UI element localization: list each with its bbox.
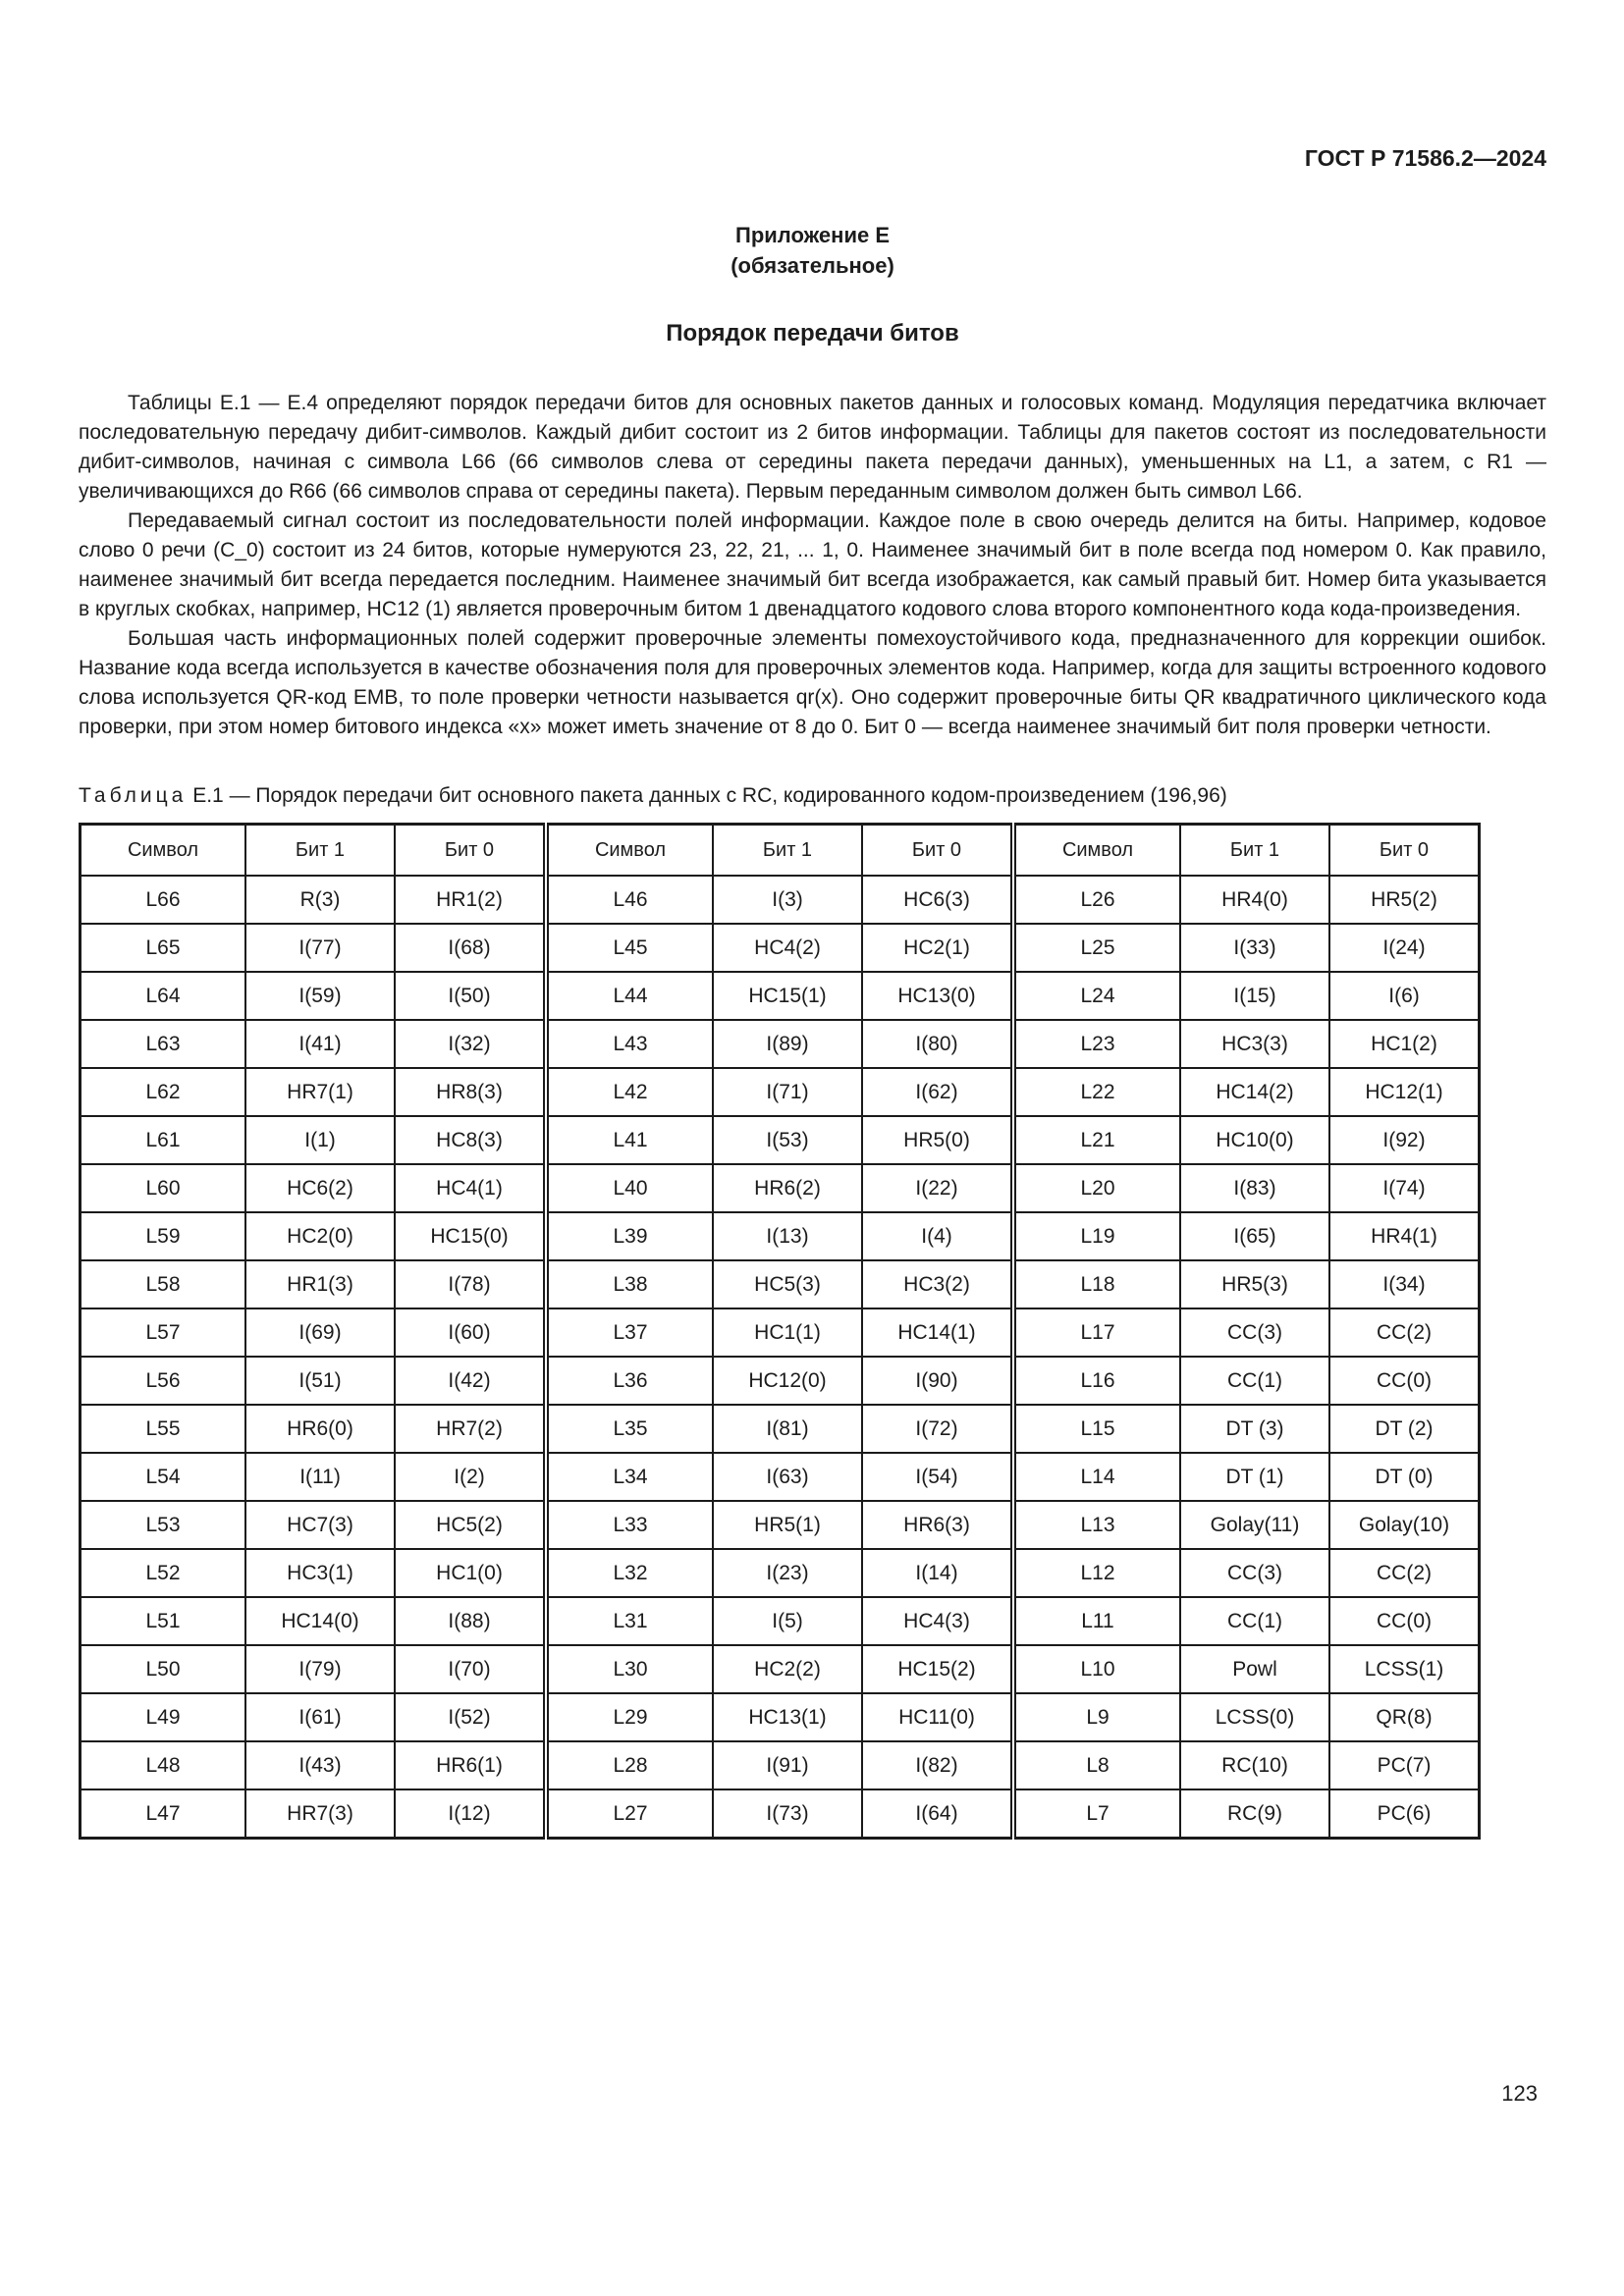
- bit-cell: I(11): [245, 1453, 395, 1501]
- table-row: [81, 1549, 1480, 1597]
- symbol-cell: L48: [81, 1741, 246, 1789]
- table-row: [81, 1453, 1480, 1501]
- bit-cell: I(70): [395, 1645, 546, 1693]
- symbol-cell: L31: [546, 1597, 713, 1645]
- bit-cell: I(14): [862, 1549, 1013, 1597]
- bit-cell: HC14(1): [862, 1308, 1013, 1357]
- bit-cell: PC(6): [1329, 1789, 1480, 1839]
- bit-cell: I(41): [245, 1020, 395, 1068]
- table-caption-word: Таблица: [79, 784, 188, 807]
- bit-cell: HR5(2): [1329, 876, 1480, 924]
- bit-cell: CC(0): [1329, 1357, 1480, 1405]
- bit-cell: I(90): [862, 1357, 1013, 1405]
- table-row: [81, 1597, 1480, 1645]
- symbol-cell: L66: [81, 876, 246, 924]
- table-caption: [79, 781, 1546, 811]
- bit-cell: I(43): [245, 1741, 395, 1789]
- bit-cell: CC(3): [1180, 1308, 1329, 1357]
- bit-cell: I(13): [713, 1212, 862, 1260]
- bit-cell: HC4(3): [862, 1597, 1013, 1645]
- bit-cell: HC4(1): [395, 1164, 546, 1212]
- symbol-cell: L39: [546, 1212, 713, 1260]
- symbol-cell: L36: [546, 1357, 713, 1405]
- bit-cell: HC7(3): [245, 1501, 395, 1549]
- symbol-cell: L38: [546, 1260, 713, 1308]
- table-row: [81, 972, 1480, 1020]
- header-row: [81, 825, 1480, 877]
- document-number: ГОСТ Р 71586.2—2024: [1304, 145, 1546, 171]
- symbol-cell: L16: [1013, 1357, 1180, 1405]
- page-number: 123: [1501, 2081, 1538, 2106]
- bit-cell: R(3): [245, 876, 395, 924]
- bit-cell: I(23): [713, 1549, 862, 1597]
- symbol-cell: L15: [1013, 1405, 1180, 1453]
- bit-cell: DT (3): [1180, 1405, 1329, 1453]
- symbol-cell: L27: [546, 1789, 713, 1839]
- bit-cell: PC(7): [1329, 1741, 1480, 1789]
- bit-cell: HC5(3): [713, 1260, 862, 1308]
- bit-cell: I(24): [1329, 924, 1480, 972]
- bit-cell: I(12): [395, 1789, 546, 1839]
- bit-cell: I(80): [862, 1020, 1013, 1068]
- bit-cell: HC15(1): [713, 972, 862, 1020]
- bit-cell: HR6(1): [395, 1741, 546, 1789]
- symbol-cell: L57: [81, 1308, 246, 1357]
- bit-cell: LCSS(0): [1180, 1693, 1329, 1741]
- symbol-cell: L37: [546, 1308, 713, 1357]
- bit-cell: HC8(3): [395, 1116, 546, 1164]
- section-heading: Порядок передачи битов: [666, 320, 959, 347]
- bit-cell: HR5(3): [1180, 1260, 1329, 1308]
- bit-cell: HC2(2): [713, 1645, 862, 1693]
- appendix-subtitle: (обязательное): [731, 253, 894, 278]
- symbol-cell: L56: [81, 1357, 246, 1405]
- bit-cell: I(64): [862, 1789, 1013, 1839]
- bit-cell: HR6(2): [713, 1164, 862, 1212]
- symbol-cell: L21: [1013, 1116, 1180, 1164]
- bit-cell: I(52): [395, 1693, 546, 1741]
- symbol-cell: L34: [546, 1453, 713, 1501]
- bit-cell: HR8(3): [395, 1068, 546, 1116]
- bit-cell: I(91): [713, 1741, 862, 1789]
- bit-cell: I(63): [713, 1453, 862, 1501]
- column-header: Символ: [546, 825, 713, 877]
- bit-cell: Golay(11): [1180, 1501, 1329, 1549]
- bit-cell: HC6(3): [862, 876, 1013, 924]
- symbol-cell: L49: [81, 1693, 246, 1741]
- symbol-cell: L40: [546, 1164, 713, 1212]
- symbol-cell: L9: [1013, 1693, 1180, 1741]
- symbol-cell: L65: [81, 924, 246, 972]
- bit-cell: CC(2): [1329, 1308, 1480, 1357]
- bit-cell: I(92): [1329, 1116, 1480, 1164]
- symbol-cell: L52: [81, 1549, 246, 1597]
- bit-cell: I(60): [395, 1308, 546, 1357]
- symbol-cell: L24: [1013, 972, 1180, 1020]
- bit-cell: HR7(2): [395, 1405, 546, 1453]
- symbol-cell: L60: [81, 1164, 246, 1212]
- bit-cell: I(68): [395, 924, 546, 972]
- bit-cell: CC(1): [1180, 1357, 1329, 1405]
- bit-cell: CC(3): [1180, 1549, 1329, 1597]
- bit-cell: HC2(1): [862, 924, 1013, 972]
- bit-cell: DT (2): [1329, 1405, 1480, 1453]
- symbol-cell: L50: [81, 1645, 246, 1693]
- bit-cell: HR1(3): [245, 1260, 395, 1308]
- symbol-cell: L33: [546, 1501, 713, 1549]
- bit-order-table: [79, 823, 1481, 1840]
- appendix-title: Приложение Е: [735, 223, 890, 247]
- bit-cell: I(61): [245, 1693, 395, 1741]
- bit-cell: I(59): [245, 972, 395, 1020]
- bit-cell: LCSS(1): [1329, 1645, 1480, 1693]
- bit-cell: HC14(0): [245, 1597, 395, 1645]
- bit-cell: Powl: [1180, 1645, 1329, 1693]
- table-row: [81, 1068, 1480, 1116]
- bit-cell: HC12(0): [713, 1357, 862, 1405]
- table-row: [81, 1645, 1480, 1693]
- bit-cell: I(62): [862, 1068, 1013, 1116]
- table-row: [81, 1212, 1480, 1260]
- bit-cell: I(65): [1180, 1212, 1329, 1260]
- bit-cell: I(77): [245, 924, 395, 972]
- symbol-cell: L20: [1013, 1164, 1180, 1212]
- symbol-cell: L53: [81, 1501, 246, 1549]
- bit-cell: HC15(2): [862, 1645, 1013, 1693]
- symbol-cell: L8: [1013, 1741, 1180, 1789]
- bit-cell: I(74): [1329, 1164, 1480, 1212]
- symbol-cell: L46: [546, 876, 713, 924]
- bit-cell: I(79): [245, 1645, 395, 1693]
- table-caption-number: Е.1: [192, 784, 224, 807]
- bit-cell: HC13(1): [713, 1693, 862, 1741]
- bit-cell: HC11(0): [862, 1693, 1013, 1741]
- bit-cell: I(5): [713, 1597, 862, 1645]
- symbol-cell: L26: [1013, 876, 1180, 924]
- bit-cell: I(78): [395, 1260, 546, 1308]
- symbol-cell: L32: [546, 1549, 713, 1597]
- bit-cell: I(53): [713, 1116, 862, 1164]
- symbol-cell: L28: [546, 1741, 713, 1789]
- bit-cell: HR6(3): [862, 1501, 1013, 1549]
- symbol-cell: L12: [1013, 1549, 1180, 1597]
- bit-cell: I(81): [713, 1405, 862, 1453]
- symbol-cell: L44: [546, 972, 713, 1020]
- bit-cell: RC(10): [1180, 1741, 1329, 1789]
- table-row: [81, 1020, 1480, 1068]
- symbol-cell: L61: [81, 1116, 246, 1164]
- bit-cell: Golay(10): [1329, 1501, 1480, 1549]
- column-header: Символ: [1013, 825, 1180, 877]
- bit-cell: HC4(2): [713, 924, 862, 972]
- bit-cell: HR5(0): [862, 1116, 1013, 1164]
- bit-cell: I(32): [395, 1020, 546, 1068]
- body-text: [79, 389, 1546, 742]
- bit-order-table-head: [81, 825, 1480, 877]
- table-row: [81, 1741, 1480, 1789]
- bit-cell: HC13(0): [862, 972, 1013, 1020]
- table-row: [81, 1116, 1480, 1164]
- bit-cell: I(15): [1180, 972, 1329, 1020]
- symbol-cell: L10: [1013, 1645, 1180, 1693]
- bit-cell: I(1): [245, 1116, 395, 1164]
- table-row: [81, 1693, 1480, 1741]
- table-row: [81, 876, 1480, 924]
- bit-cell: I(82): [862, 1741, 1013, 1789]
- bit-cell: QR(8): [1329, 1693, 1480, 1741]
- bit-cell: HC1(2): [1329, 1020, 1480, 1068]
- bit-cell: HC1(0): [395, 1549, 546, 1597]
- symbol-cell: L13: [1013, 1501, 1180, 1549]
- table-row: [81, 1405, 1480, 1453]
- bit-cell: HC3(3): [1180, 1020, 1329, 1068]
- bit-cell: CC(0): [1329, 1597, 1480, 1645]
- bit-cell: I(50): [395, 972, 546, 1020]
- symbol-cell: L63: [81, 1020, 246, 1068]
- bit-cell: HC10(0): [1180, 1116, 1329, 1164]
- bit-cell: HC3(1): [245, 1549, 395, 1597]
- symbol-cell: L14: [1013, 1453, 1180, 1501]
- symbol-cell: L29: [546, 1693, 713, 1741]
- paragraph-3: Большая часть информационных полей содержит проверочные элементы помехоустойчивого кода, предназначенного для коррекции ошибок. Название кода всегда используется в качестве обозначения поля для проверочных элементов кода. Например, когда для защиты встроенного кодового слова используется QR-код ЕМВ, то поле проверки четности называется qr(x). Оно содержит проверочные биты QR квадратичного циклического кода проверки, при этом номер битового индекса «х» может иметь значение от 8 до 0. Бит 0 — всегда наименее значимый бит поля проверки четности.: [79, 627, 1546, 738]
- bit-cell: I(71): [713, 1068, 862, 1116]
- symbol-cell: L47: [81, 1789, 246, 1839]
- bit-cell: I(6): [1329, 972, 1480, 1020]
- bit-cell: HR7(1): [245, 1068, 395, 1116]
- table-row: [81, 1789, 1480, 1839]
- bit-cell: DT (0): [1329, 1453, 1480, 1501]
- column-header: Бит 1: [1180, 825, 1329, 877]
- bit-cell: HR4(0): [1180, 876, 1329, 924]
- bit-cell: I(3): [713, 876, 862, 924]
- symbol-cell: L42: [546, 1068, 713, 1116]
- bit-cell: I(88): [395, 1597, 546, 1645]
- table-caption-text: — Порядок передачи бит основного пакета данных с RC, кодированного кодом-произведением (196,96): [229, 784, 1227, 807]
- symbol-cell: L25: [1013, 924, 1180, 972]
- symbol-cell: L35: [546, 1405, 713, 1453]
- bit-cell: HR5(1): [713, 1501, 862, 1549]
- paragraph-1: Таблицы Е.1 — Е.4 определяют порядок передачи битов для основных пакетов данных и голосовых команд. Модуляция передатчика включает последовательную передачу дибит-символов. Каждый дибит состоит из 2 битов информации. Таблицы для пакетов состоят из последовательности дибит-символов, начиная с символа L66 (66 символов слева от середины пакета передачи данных), уменьшенных на L1, а затем, с R1 — увеличивающихся до R66 (66 символов справа от середины пакета). Первым переданным символом должен быть символ L66.: [79, 392, 1546, 503]
- bit-cell: I(42): [395, 1357, 546, 1405]
- bit-cell: HC14(2): [1180, 1068, 1329, 1116]
- table-row: [81, 1357, 1480, 1405]
- bit-cell: I(2): [395, 1453, 546, 1501]
- bit-cell: CC(1): [1180, 1597, 1329, 1645]
- bit-cell: I(34): [1329, 1260, 1480, 1308]
- bit-cell: HR7(3): [245, 1789, 395, 1839]
- bit-cell: CC(2): [1329, 1549, 1480, 1597]
- bit-cell: HC6(2): [245, 1164, 395, 1212]
- symbol-cell: L7: [1013, 1789, 1180, 1839]
- bit-cell: HR6(0): [245, 1405, 395, 1453]
- bit-cell: HC15(0): [395, 1212, 546, 1260]
- bit-cell: I(51): [245, 1357, 395, 1405]
- symbol-cell: L51: [81, 1597, 246, 1645]
- bit-cell: I(89): [713, 1020, 862, 1068]
- bit-cell: I(73): [713, 1789, 862, 1839]
- table-row: [81, 1164, 1480, 1212]
- bit-cell: HC12(1): [1329, 1068, 1480, 1116]
- symbol-cell: L11: [1013, 1597, 1180, 1645]
- symbol-cell: L55: [81, 1405, 246, 1453]
- bit-cell: RC(9): [1180, 1789, 1329, 1839]
- paragraph-2: Передаваемый сигнал состоит из последовательности полей информации. Каждое поле в свою очередь делится на биты. Например, кодовое слово 0 речи (С_0) состоит из 24 битов, которые нумеруются 23, 22, 21, ... 1, 0. Наименее значимый бит в поле всегда под номером 0. Как правило, наименее значимый бит всегда передается последним. Наименее значимый бит всегда изображается, как самый правый бит. Номер бита указывается в круглых скобках, например, НС12 (1) является проверочным битом 1 двенадцатого кодового слова второго компонентного кода кода-произведения.: [79, 509, 1546, 620]
- bit-cell: I(4): [862, 1212, 1013, 1260]
- symbol-cell: L22: [1013, 1068, 1180, 1116]
- table-row: [81, 1308, 1480, 1357]
- bit-cell: HC2(0): [245, 1212, 395, 1260]
- symbol-cell: L58: [81, 1260, 246, 1308]
- symbol-cell: L45: [546, 924, 713, 972]
- symbol-cell: L62: [81, 1068, 246, 1116]
- column-header: Бит 0: [1329, 825, 1480, 877]
- bit-cell: DT (1): [1180, 1453, 1329, 1501]
- symbol-cell: L59: [81, 1212, 246, 1260]
- column-header: Бит 0: [862, 825, 1013, 877]
- bit-cell: HR1(2): [395, 876, 546, 924]
- bit-order-table-body: [81, 876, 1480, 1839]
- bit-cell: I(72): [862, 1405, 1013, 1453]
- column-header: Символ: [81, 825, 246, 877]
- column-header: Бит 1: [245, 825, 395, 877]
- symbol-cell: L54: [81, 1453, 246, 1501]
- symbol-cell: L41: [546, 1116, 713, 1164]
- bit-cell: HC1(1): [713, 1308, 862, 1357]
- appendix-title-block: [79, 220, 1546, 281]
- symbol-cell: L30: [546, 1645, 713, 1693]
- bit-cell: HR4(1): [1329, 1212, 1480, 1260]
- symbol-cell: L17: [1013, 1308, 1180, 1357]
- table-row: [81, 1260, 1480, 1308]
- bit-cell: HC5(2): [395, 1501, 546, 1549]
- column-header: Бит 0: [395, 825, 546, 877]
- symbol-cell: L19: [1013, 1212, 1180, 1260]
- table-row: [81, 924, 1480, 972]
- bit-cell: I(83): [1180, 1164, 1329, 1212]
- bit-cell: HC3(2): [862, 1260, 1013, 1308]
- symbol-cell: L43: [546, 1020, 713, 1068]
- symbol-cell: L18: [1013, 1260, 1180, 1308]
- bit-cell: I(69): [245, 1308, 395, 1357]
- bit-cell: I(22): [862, 1164, 1013, 1212]
- table-row: [81, 1501, 1480, 1549]
- bit-cell: I(33): [1180, 924, 1329, 972]
- symbol-cell: L23: [1013, 1020, 1180, 1068]
- bit-cell: I(54): [862, 1453, 1013, 1501]
- symbol-cell: L64: [81, 972, 246, 1020]
- column-header: Бит 1: [713, 825, 862, 877]
